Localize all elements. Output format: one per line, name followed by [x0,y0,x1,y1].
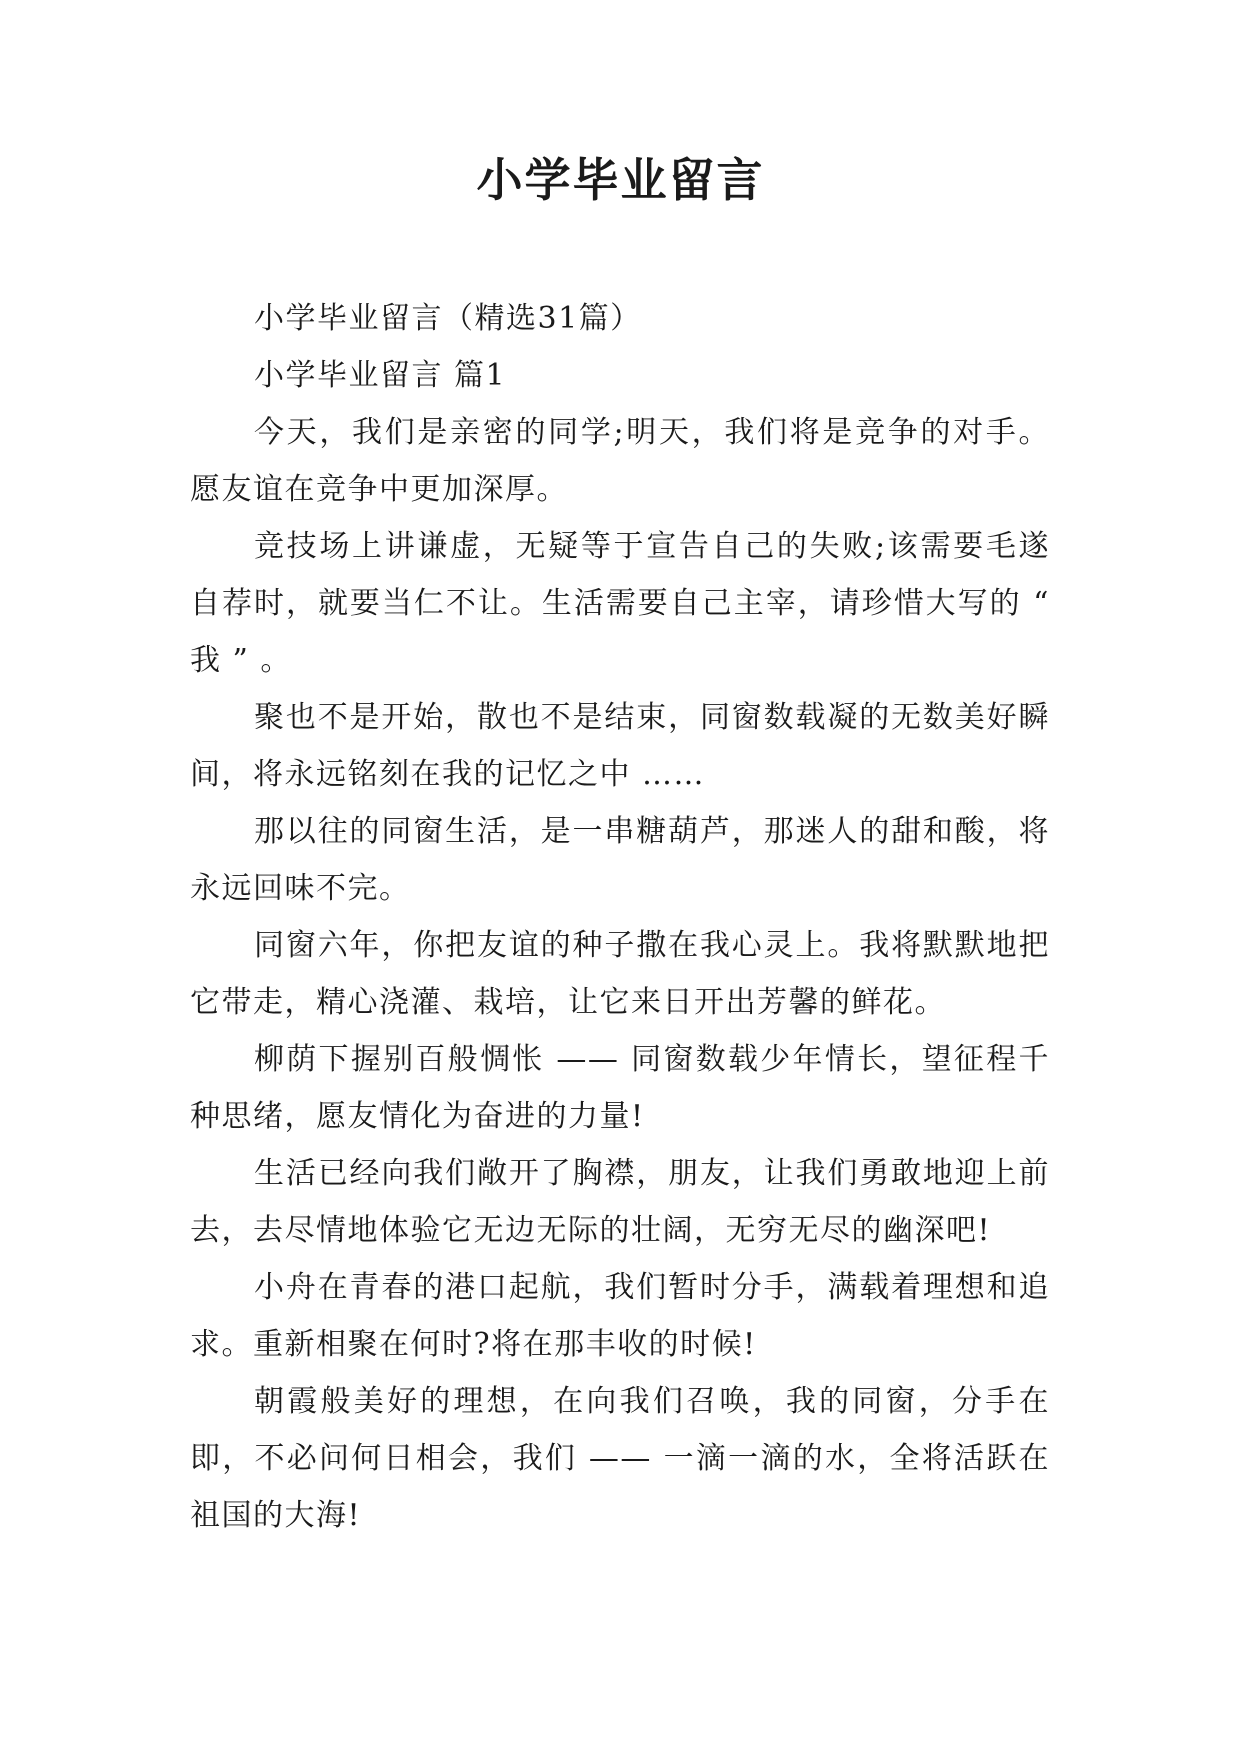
paragraph: 聚也不是开始，散也不是结束，同窗数载凝的无数美好瞬间，将永远铭刻在我的记忆之中 …… [190,700,1050,792]
paragraph: 柳荫下握别百般惆怅 —— 同窗数载少年情长，望征程千种思绪，愿友情化为奋进的力量! [190,1042,1050,1134]
subtitle: 小学毕业留言（精选31篇） [254,301,642,336]
document-title: 小学毕业留言 [476,153,765,207]
paragraph: 竞技场上讲谦虚，无疑等于宣告自己的失败;该需要毛遂自荐时，就要当仁不让。生活需要自己主宰，请珍惜大写的 “ 我 ” 。 [190,529,1050,678]
paragraph: 小舟在青春的港口起航，我们暂时分手，满载着理想和追求。重新相聚在何时?将在那丰收的时候! [190,1270,1050,1362]
document-body [190,290,1050,1544]
paragraph: 那以往的同窗生活，是一串糖葫芦，那迷人的甜和酸，将永远回味不完。 [190,814,1050,906]
paragraph: 同窗六年，你把友谊的种子撒在我心灵上。我将默默地把它带走，精心浇灌、栽培，让它来日开出芳馨的鲜花。 [190,928,1050,1020]
section-heading: 小学毕业留言 篇1 [254,358,507,393]
paragraph: 朝霞般美好的理想，在向我们召唤，我的同窗，分手在即，不必问何日相会，我们 —— 一滴一滴的水，全将活跃在祖国的大海! [190,1384,1050,1533]
paragraph: 生活已经向我们敞开了胸襟，朋友，让我们勇敢地迎上前去，去尽情地体验它无边无际的壮阔，无穷无尽的幽深吧! [190,1156,1050,1248]
paragraph: 今天，我们是亲密的同学;明天，我们将是竞争的对手。愿友谊在竞争中更加深厚。 [190,415,1050,507]
